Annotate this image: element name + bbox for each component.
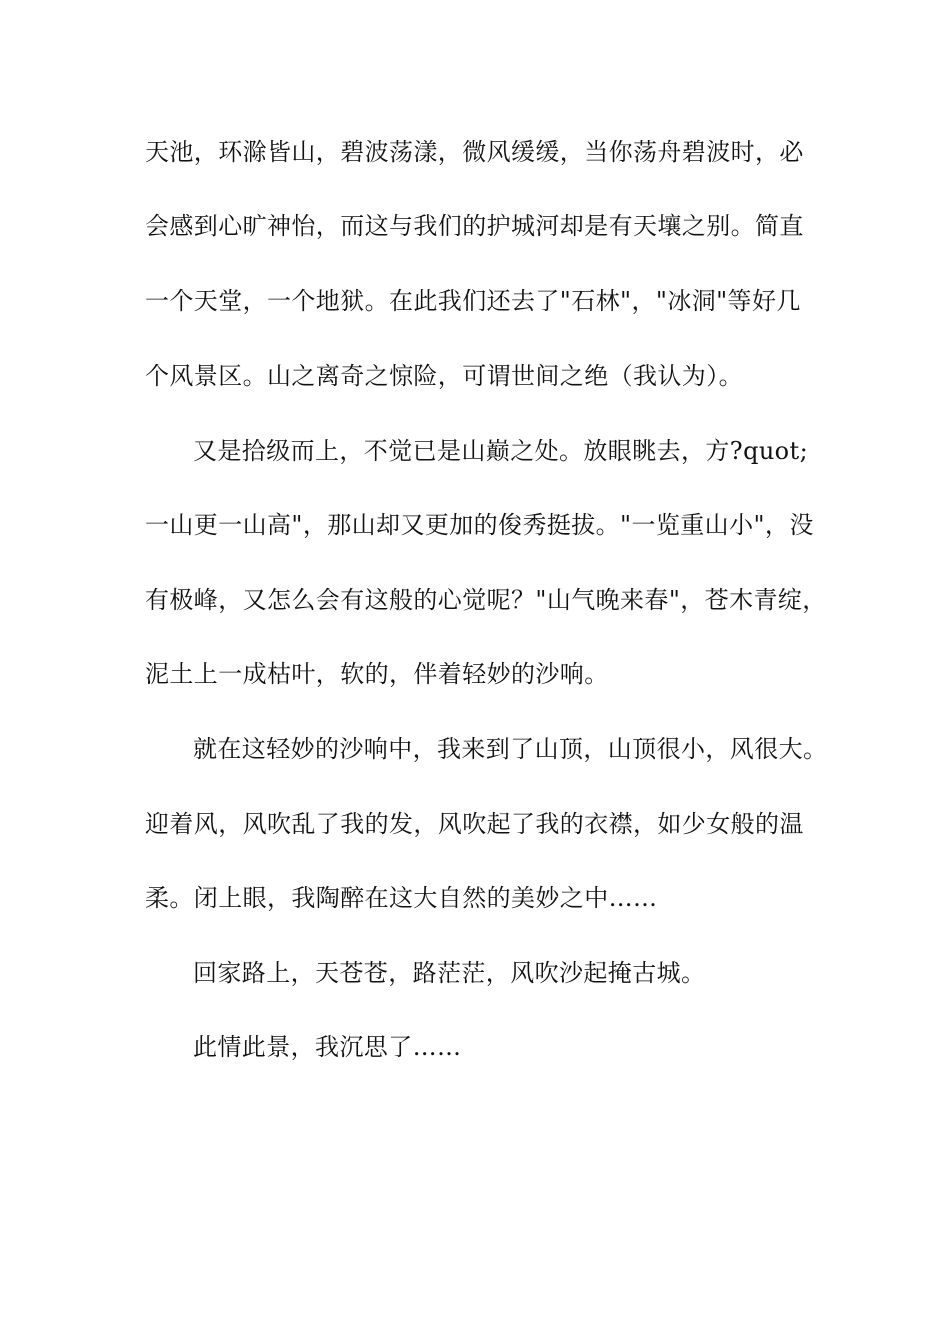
paragraph-start-line: 就在这轻妙的沙响中，我来到了山顶，山顶很小，风很大。 — [193, 735, 828, 763]
text-line: 一个天堂，一个地狱。在此我们还去了"石林"，"冰洞"等好几 — [145, 287, 801, 315]
text-line: 天池，环滁皆山，碧波荡漾，微风缓缓，当你荡舟碧波时，必 — [145, 138, 804, 166]
paragraph-start-line: 回家路上，天苍苍，路茫茫，风吹沙起掩古城。 — [193, 959, 706, 987]
text-line: 柔。闭上眼，我陶醉在这大自然的美妙之中…… — [145, 884, 658, 912]
text-line: 泥土上一成枯叶，软的，伴着轻妙的沙响。 — [145, 660, 609, 688]
text-line: 会感到心旷神怡，而这与我们的护城河却是有天壤之别。简直 — [145, 212, 804, 240]
text-line: 个风景区。山之离奇之惊险，可谓世间之绝（我认为）。 — [145, 362, 743, 390]
text-line: 迎着风，风吹乱了我的发，风吹起了我的衣襟，如少女般的温 — [145, 810, 804, 838]
paragraph-start-line: 又是拾级而上，不觉已是山巅之处。放眼眺去，方?quot; — [193, 437, 809, 465]
text-line: 一山更一山高"，那山却又更加的俊秀挺拔。"一览重山小"，没 — [145, 511, 814, 539]
text-line: 有极峰，又怎么会有这般的心觉呢？"山气晚来春"，苍木青绽， — [145, 586, 827, 614]
paragraph-start-line: 此情此景，我沉思了…… — [193, 1033, 462, 1061]
